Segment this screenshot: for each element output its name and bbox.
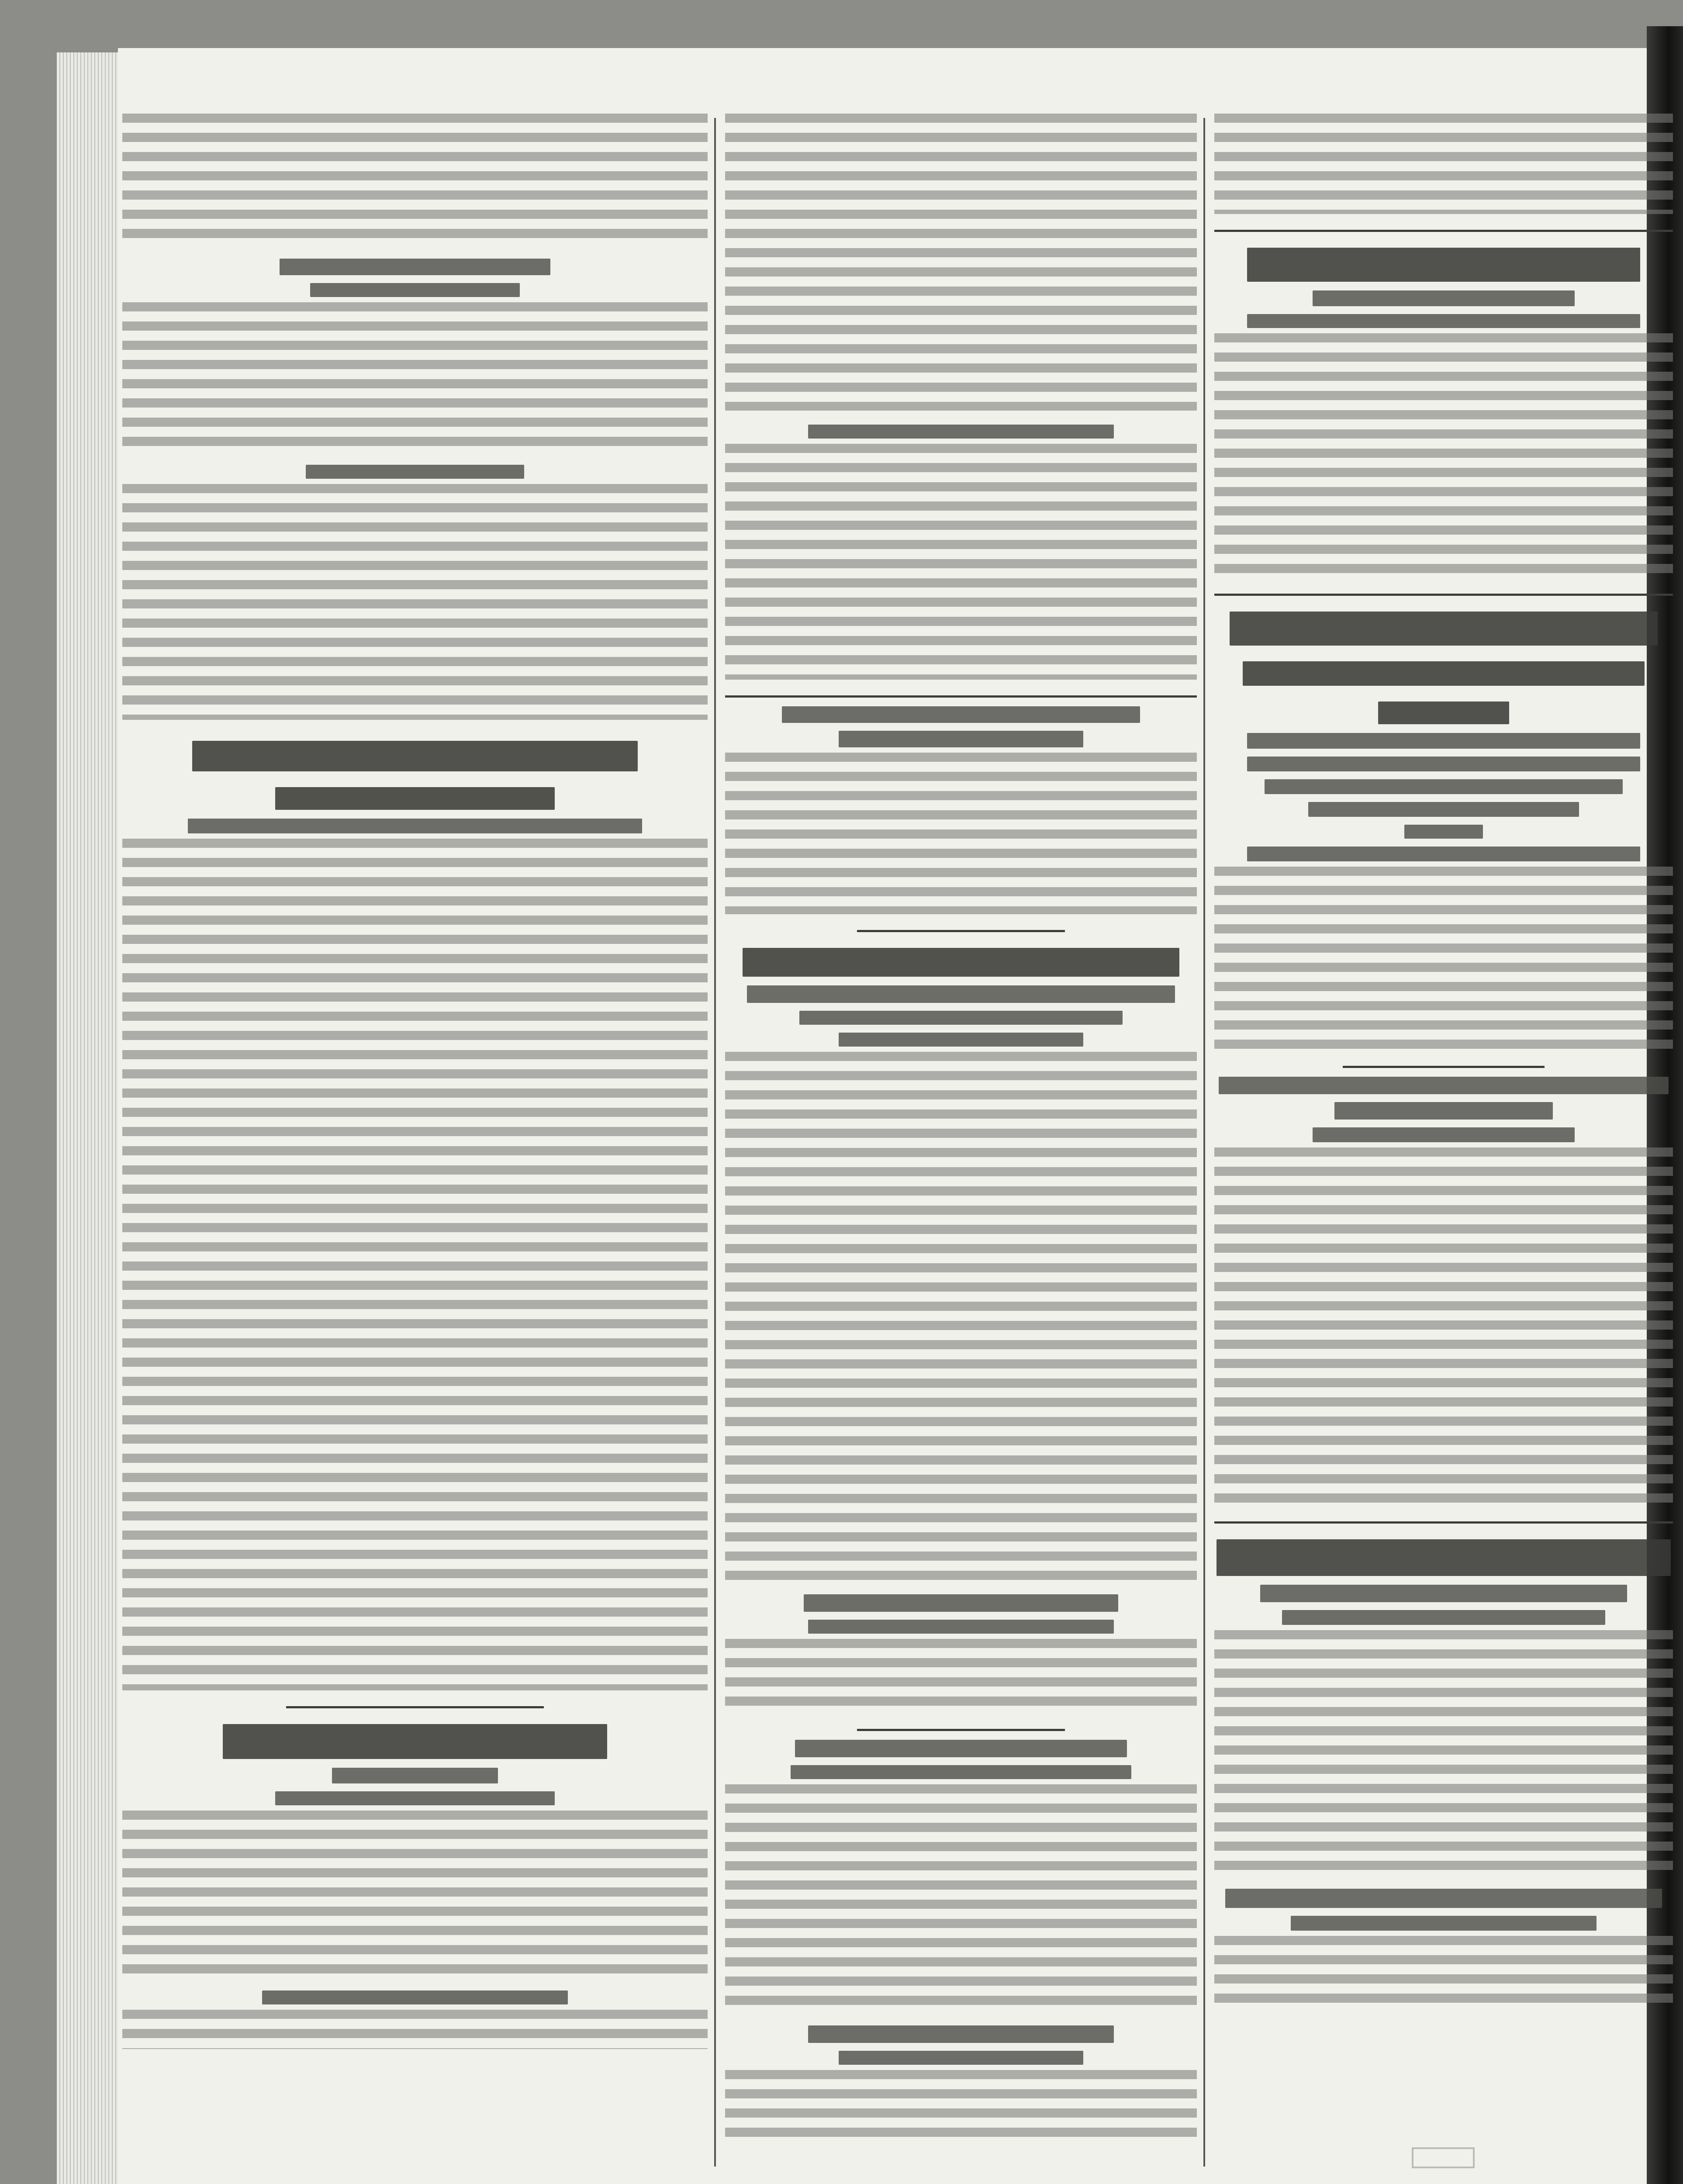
section-subheadline	[782, 706, 1140, 723]
article-text	[725, 1784, 1197, 2011]
section-subheadline	[332, 1768, 498, 1783]
library-stamp	[1411, 2145, 1476, 2171]
section-subheadline	[839, 2051, 1083, 2065]
article-columns	[122, 114, 1673, 2171]
article-text	[725, 753, 1197, 914]
section-subheadline	[791, 1765, 1131, 1779]
separator-line	[1214, 594, 1673, 596]
article-text	[122, 484, 708, 720]
section-subheadline	[1219, 1077, 1669, 1094]
column-2	[725, 114, 1197, 2171]
section-subheadline	[310, 283, 520, 297]
main-headline	[192, 741, 638, 771]
separator-line	[286, 1706, 544, 1708]
main-headline	[1216, 1539, 1671, 1576]
section-subheadline	[280, 259, 550, 275]
section-subheadline	[1265, 779, 1623, 794]
article-text	[1214, 1147, 1673, 1506]
section-subheadline	[1225, 1889, 1662, 1908]
section-subheadline	[188, 819, 642, 833]
separator-line	[857, 1729, 1064, 1731]
article-text	[725, 444, 1197, 680]
article-text	[1214, 1630, 1673, 1875]
column-3	[1214, 114, 1673, 2171]
separator-line	[725, 695, 1197, 698]
article-text	[725, 2070, 1197, 2144]
stamp-mark	[1411, 2145, 1476, 2171]
section-subheadline	[1260, 1585, 1627, 1602]
article-text	[1214, 333, 1673, 578]
article-text	[122, 114, 708, 245]
article-text	[725, 1052, 1197, 1580]
section-subheadline	[795, 1740, 1127, 1757]
article-text	[122, 1811, 708, 1977]
section-subheadline	[1313, 290, 1575, 306]
article-text	[1214, 114, 1673, 214]
separator-line	[1214, 1521, 1673, 1524]
section-subheadline	[839, 1033, 1083, 1047]
section-subheadline	[1247, 847, 1640, 861]
column-rule	[1203, 118, 1205, 2167]
main-headline	[1247, 248, 1640, 282]
headline	[275, 787, 555, 810]
section-subheadline	[1308, 802, 1579, 817]
section-subheadline	[1313, 1127, 1575, 1142]
separator-line	[1214, 230, 1673, 232]
headline	[1378, 702, 1509, 724]
article-text	[725, 114, 1197, 411]
section-subheadline	[1291, 1916, 1597, 1931]
main-headline	[223, 1724, 607, 1759]
section-subheadline	[808, 2025, 1114, 2043]
section-subheadline	[839, 731, 1083, 747]
section-subheadline	[1334, 1102, 1553, 1120]
section-subheadline	[808, 425, 1114, 439]
section-subheadline	[808, 1620, 1114, 1634]
column-rule	[714, 118, 716, 2167]
section-subheadline	[1404, 825, 1483, 839]
separator-line	[857, 930, 1064, 932]
column-1	[122, 114, 708, 2171]
article-text	[725, 1639, 1197, 1713]
article-text	[1214, 1936, 1673, 2006]
main-headline	[1230, 612, 1658, 646]
section-subheadline	[747, 985, 1175, 1003]
section-subheadline	[1247, 733, 1640, 749]
section-subheadline	[799, 1011, 1123, 1025]
section-subheadline	[262, 1990, 568, 2004]
section-subheadline	[1282, 1610, 1605, 1625]
article-text	[122, 302, 708, 451]
headline	[743, 948, 1179, 977]
section-subheadline	[306, 465, 524, 479]
section-subheadline	[1247, 314, 1640, 328]
section-subheadline	[1247, 757, 1640, 771]
section-subheadline	[275, 1791, 555, 1805]
article-text	[1214, 867, 1673, 1050]
section-subheadline	[804, 1594, 1118, 1612]
headline	[1243, 661, 1645, 686]
separator-line	[1343, 1066, 1545, 1068]
book-page-edges	[57, 52, 118, 2184]
article-text	[122, 839, 708, 1690]
article-text	[122, 2010, 708, 2049]
